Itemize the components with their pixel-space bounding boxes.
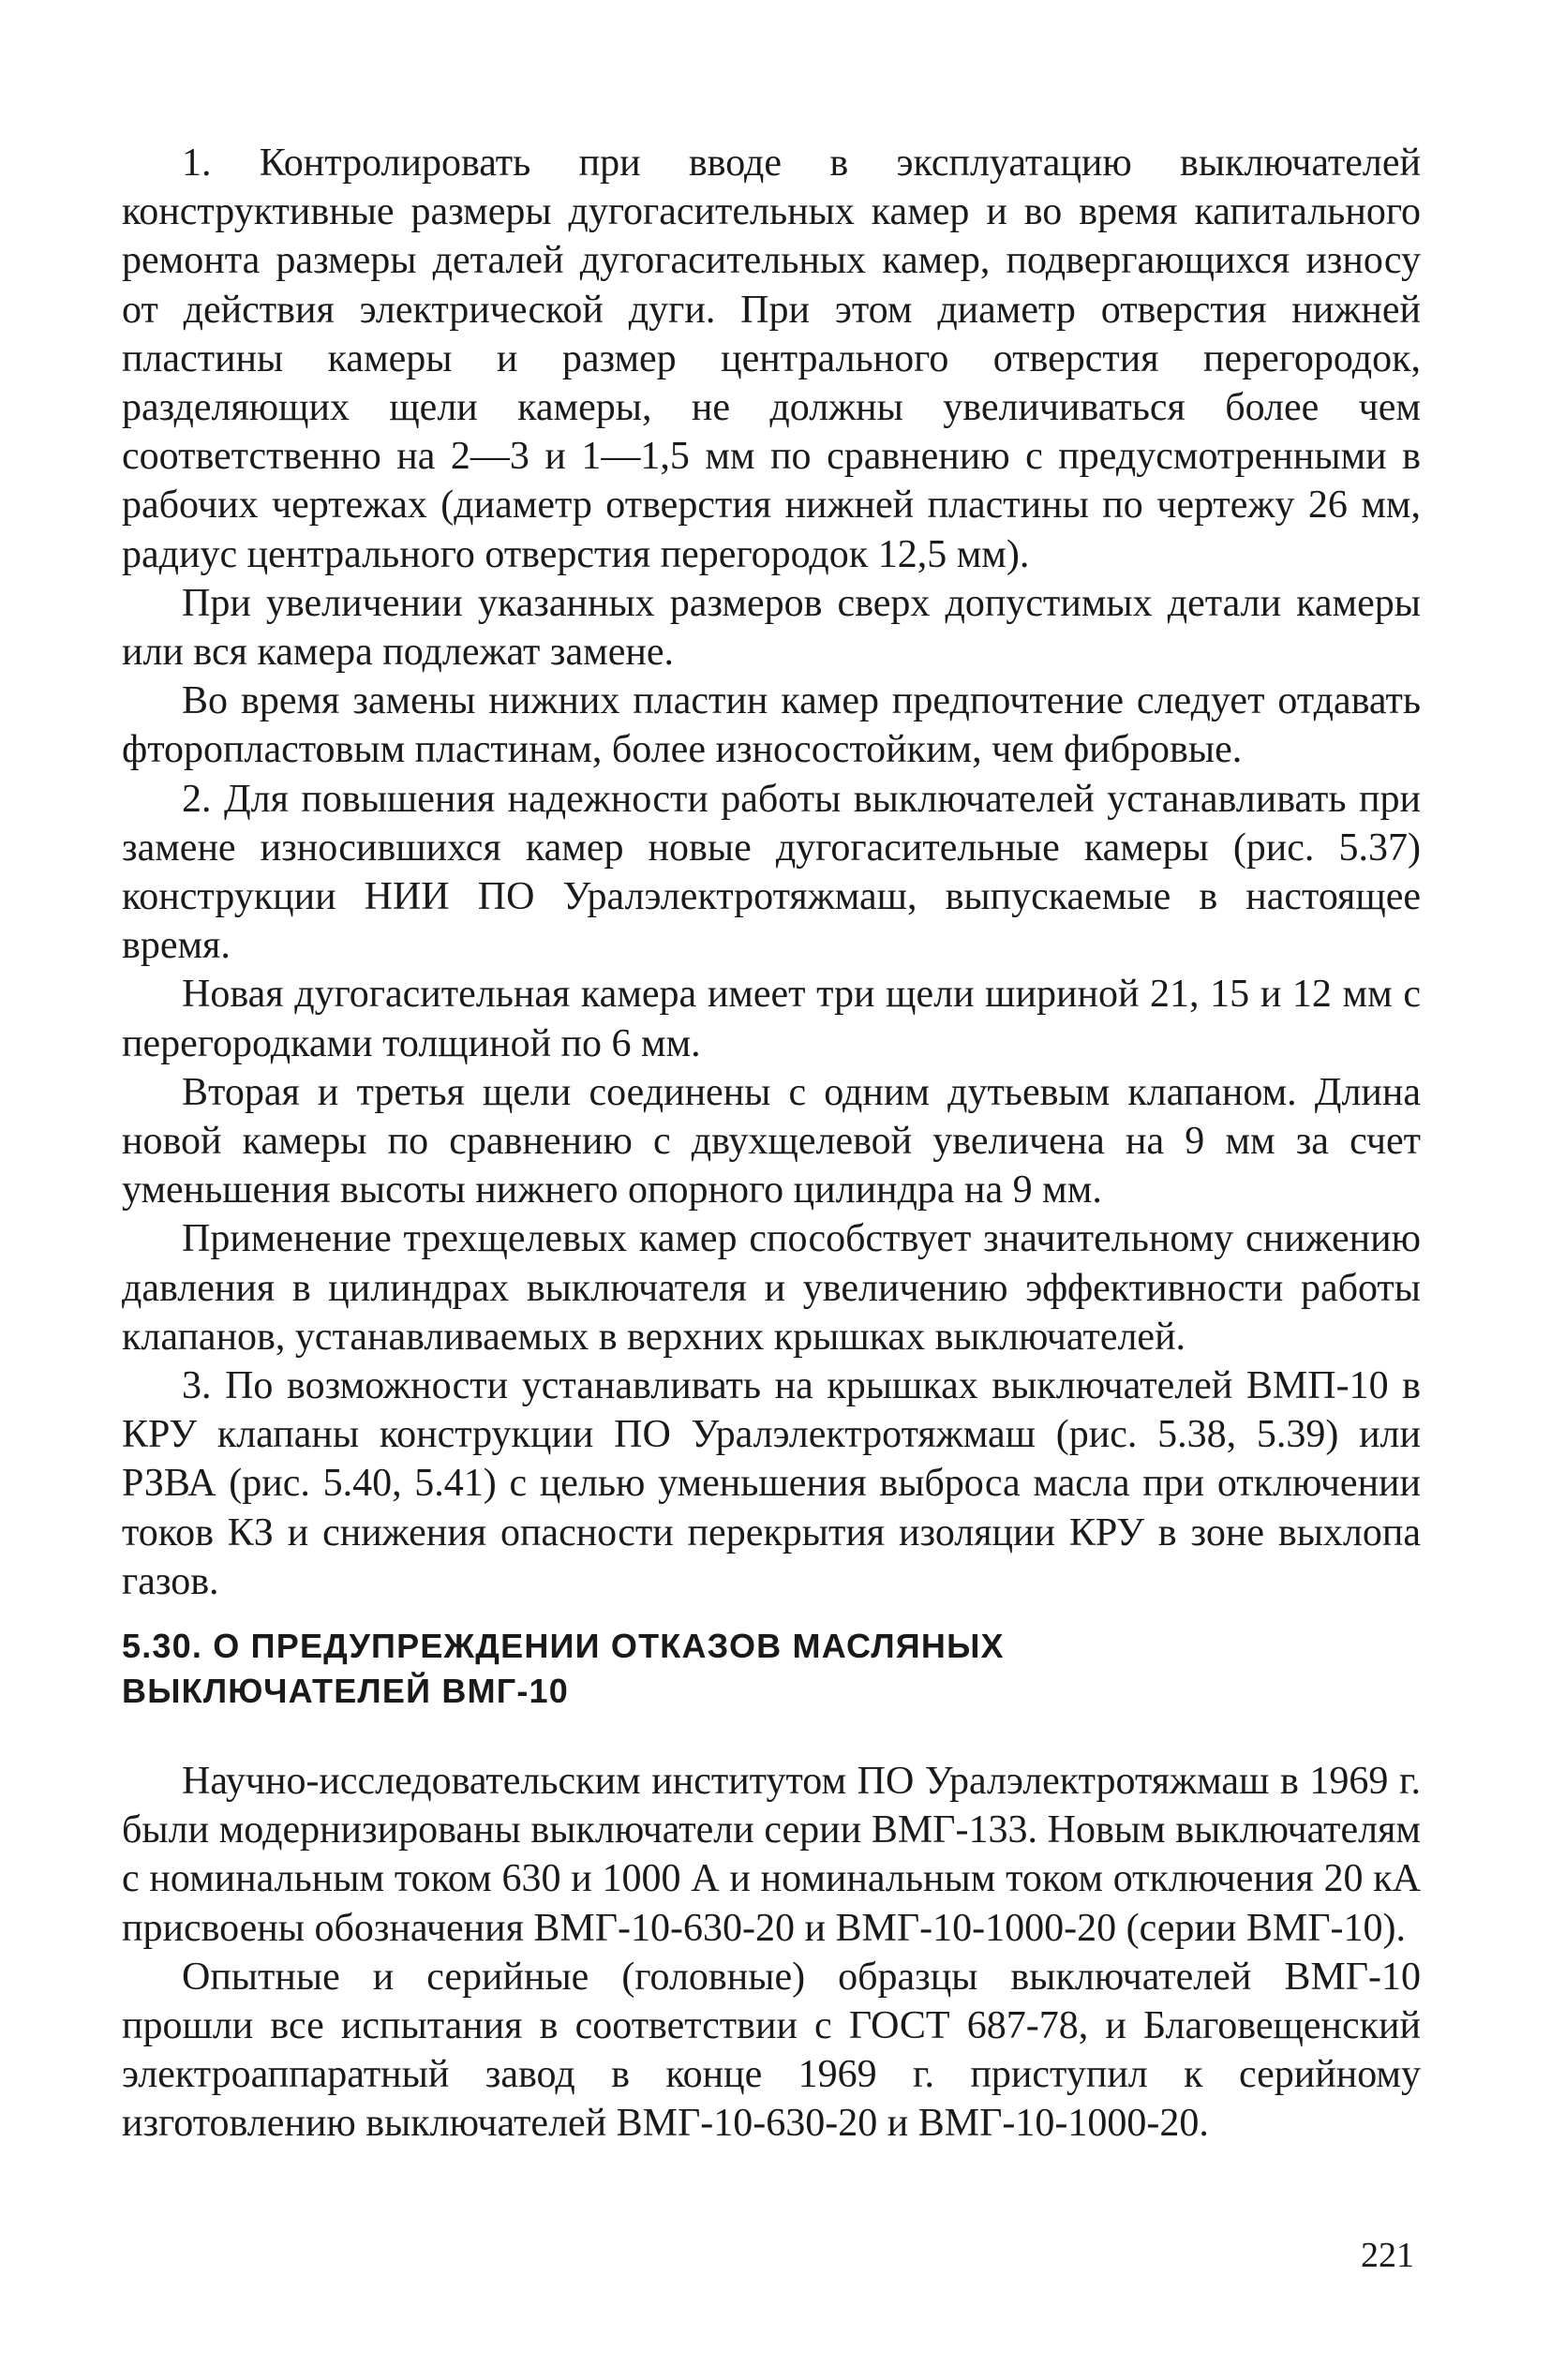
body-text-top [122,139,1421,1606]
paragraph-item-2-length: Вторая и третья щели соединены с одним дутьевым клапаном. Длина новой камеры по сравнению с двухщелевой увеличена на 9 мм за счет уменьшения высоты нижнего опорного цилиндра на 9 мм. [122,1070,1421,1212]
paragraph-modernization: Научно-исследовательским институтом ПО Уралэлектротяжмаш в 1969 г. были модернизированы выключатели серии ВМГ-133. Новым выключателям с номинальным током 630 и 1000 А и номинальным током отключения 20 кА присвоены обозначения ВМГ-10-630-20 и ВМГ-10-1000-20 (серии ВМГ-10). [122,1760,1421,1950]
paragraph-item-2-effect: Применение трехщелевых камер способствует значительному снижению давления в цилиндрах выключателя и увеличению эффективности работы клапанов, устанавливаемых в верхних крышках выключателей. [122,1217,1421,1359]
paragraph-production: Опытные и серийные (головные) образцы выключателей ВМГ-10 прошли все испытания в соответствии с ГОСТ 687-78, и Благовещенский электроаппаратный завод в конце 1969 г. приступил к серийному изготовлению выключателей ВМГ-10-630-20 и ВМГ-10-1000-20. [122,1955,1421,2146]
page-number: 221 [1361,2236,1414,2275]
paragraph-item-1-note: При увеличении указанных размеров сверх допустимых детали камеры или вся камера подлежат замене. [122,581,1421,675]
paragraph-item-2: 2. Для повышения надежности работы выключателей устанавливать при замене износившихся камер новые дугогасительные камеры (рис. 5.37) конструкции НИИ ПО Уралэлектротяжмаш, выпускаемые в настоящее время. [122,777,1421,968]
paragraph-item-2-slots: Новая дугогасительная камера имеет три щели шириной 21, 15 и 12 мм с перегородками толщиной по 6 мм. [122,973,1421,1065]
section-heading-line-2: ВЫКЛЮЧАТЕЛЕЙ ВМГ-10 [122,1672,570,1710]
section-heading-line-1: 5.30. О ПРЕДУПРЕЖДЕНИИ ОТКАЗОВ МАСЛЯНЫХ [122,1627,1005,1665]
paragraph-item-1: 1. Контролировать при вводе в эксплуатацию выключателей конструктивные размеры дугогасительных камер и во время капитального ремонта размеры деталей дугогасительных камер, подвергающихся износу от действия электрической дуги. При этом диаметр отверстия нижней пластины камеры и размер центрального отверстия перегородок, разделяющих щели камеры, не должны увеличиваться более чем соответственно на 2—3 и 1—1,5 мм по сравнению с предусмотренными в рабочих чертежах (диаметр отверстия нижней пластины по чертежу 26 мм, радиус центрального отверстия перегородок 12,5 мм). [122,141,1421,576]
paragraph-item-3: 3. По возможности устанавливать на крышках выключателей ВМП-10 в КРУ клапаны конструкции ПО Уралэлектротяжмаш (рис. 5.38, 5.39) или РЗВА (рис. 5.40, 5.41) с целью уменьшения выброса масла при отключении токов КЗ и снижения опасности перекрытия изоляции КРУ в зоне выхлопа газов. [122,1364,1421,1603]
paragraph-item-1-replacement: Во время замены нижних пластин камер предпочтение следует отдавать фторопластовым пластинам, более износостойким, чем фибровые. [122,679,1421,772]
section-heading [122,1624,1421,1714]
body-text-bottom [122,1757,1421,2149]
